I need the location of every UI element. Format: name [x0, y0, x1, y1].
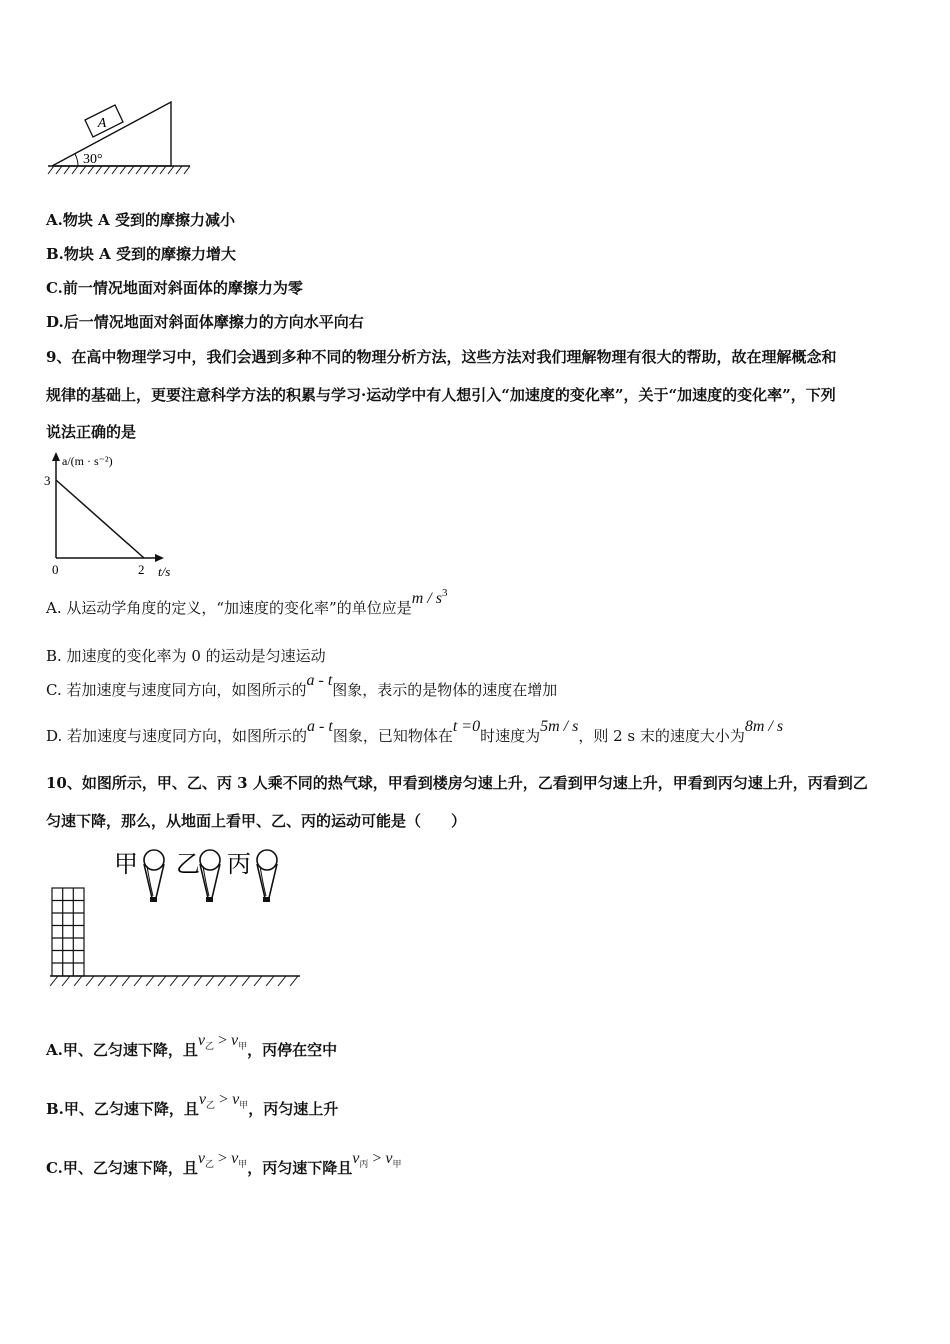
q8-option-a: A.物块 A 受到的摩擦力减小: [46, 211, 235, 229]
q9-option-a: A. 从运动学角度的定义，“加速度的变化率”的单位应是m / $s^3$: [46, 587, 448, 617]
x-axis-label: t/s: [158, 564, 171, 579]
incline-figure: [44, 94, 196, 178]
block-label: A: [97, 116, 107, 131]
balloon-figure: [44, 840, 306, 990]
y-tick-3: 3: [44, 473, 51, 488]
q10-option-a: A.甲、乙匀速下降，且$v_乙 > v_甲$，丙停在空中: [46, 1032, 338, 1059]
balloon-label-bing: 丙: [227, 850, 251, 878]
origin-label: 0: [52, 562, 59, 577]
q10-stem-line2: 匀速下降，那么，从地面上看甲、乙、丙的运动可能是（ ）: [46, 812, 467, 830]
q8-option-b: B.物块 A 受到的摩擦力增大: [46, 245, 236, 263]
q9-option-b: B. 加速度的变化率为 0 的运动是匀速运动: [46, 647, 326, 665]
y-axis-label: a/(m · s⁻²): [62, 454, 113, 468]
q9-option-d: D. 若加速度与速度同方向，如图所示的a - t图象，已知物体在t =0时速度为5m / s，则 2 s 末的速度大小为8m / s: [46, 718, 784, 745]
angle-label: 30°: [83, 152, 103, 167]
q10-option-c: C.甲、乙匀速下降，且$v_乙 > v_甲$，丙匀速下降且$v_丙 > v_甲$: [46, 1150, 402, 1177]
x-tick-2: 2: [138, 562, 145, 577]
q8-option-d: D.后一情况地面对斜面体摩擦力的方向水平向右: [46, 313, 364, 331]
balloon-bing: [257, 850, 277, 902]
a-t-line: [56, 480, 144, 558]
q9-stem-line3: 说法正确的是: [46, 423, 137, 441]
building: [52, 888, 84, 976]
q9-option-c: C. 若加速度与速度同方向，如图所示的a - t图象，表示的是物体的速度在增加: [46, 672, 558, 699]
a-t-graph: [40, 450, 190, 582]
q9-stem-line1: 9、在高中物理学习中，我们会遇到多种不同的物理分析方法，这些方法对我们理解物理有很大的帮助，故在理解概念和: [46, 348, 837, 366]
q9-stem-line2: 规律的基础上，更要注意科学方法的积累与学习·运动学中有人想引入“加速度的变化率”，关于“加速度的变化率”，下列: [46, 386, 836, 404]
q10-stem-line1: 10、如图所示，甲、乙、丙 3 人乘不同的热气球，甲看到楼房匀速上升，乙看到甲匀速上升，甲看到丙匀速上升，丙看到乙: [46, 774, 868, 792]
balloon-yi: [200, 850, 220, 902]
balloon-label-jia: 甲: [114, 850, 138, 878]
balloon-label-yi: 乙: [176, 850, 200, 878]
q10-option-b: B.甲、乙匀速下降，且$v_乙 > v_甲$，丙匀速上升: [46, 1091, 339, 1118]
q8-option-c: C.前一情况地面对斜面体的摩擦力为零: [46, 279, 303, 297]
balloon-jia: [144, 850, 164, 902]
